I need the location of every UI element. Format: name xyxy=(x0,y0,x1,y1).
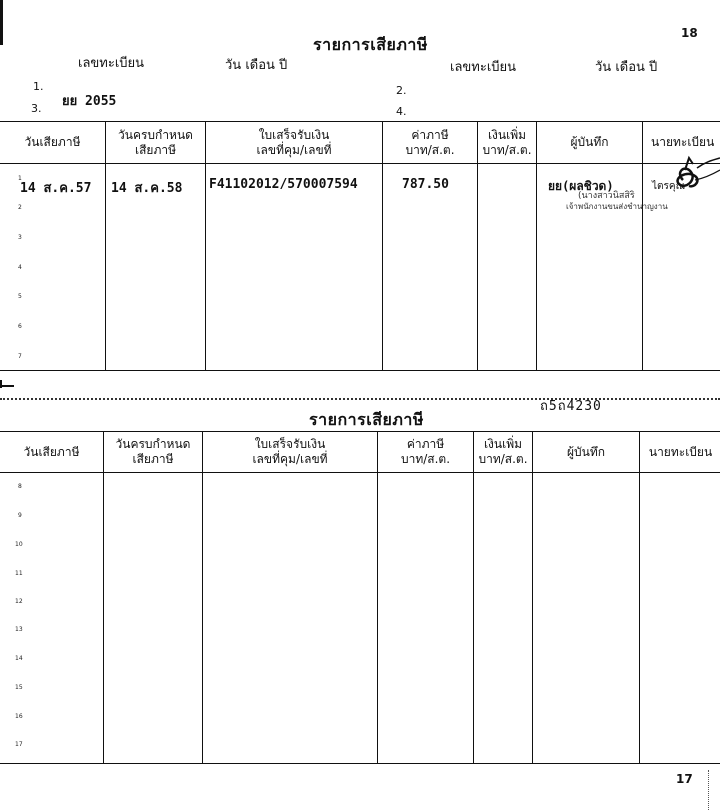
left-edge-tick xyxy=(0,380,2,388)
row-number-7: 7 xyxy=(18,353,22,360)
row-number-12: 12 xyxy=(15,598,23,605)
page-number-bottom: 17 xyxy=(676,772,693,786)
table-cell xyxy=(383,164,478,371)
row1-tax-date: 14 ส.ค.57 xyxy=(20,181,92,196)
row1-recorder: ยย(ผลชิวด) xyxy=(548,179,614,193)
row-number-5: 5 xyxy=(18,293,22,300)
table-cell xyxy=(378,473,474,764)
date-label-left: วัน เดือน ปี xyxy=(225,58,288,73)
col-header-registrar: นายทะเบียน xyxy=(640,432,720,473)
date-label-right: วัน เดือน ปี xyxy=(595,60,658,75)
entry-number-2: 2. xyxy=(396,84,407,97)
row1-recorder-stamp-line2: เจ้าพนักงานขนส่งชำนาญงาน xyxy=(566,202,668,211)
entry-number-1: 1. xyxy=(33,80,44,93)
table-cell xyxy=(206,164,383,371)
reg-no-label-right: เลขทะเบียน xyxy=(450,60,517,75)
col-header-tax-date: วันเสียภาษี xyxy=(0,432,104,473)
row-number-16: 16 xyxy=(15,713,23,720)
table-cell xyxy=(104,473,203,764)
col-header-recorder: ผู้บันทึก xyxy=(537,122,643,164)
reg-no-label-left: เลขทะเบียน xyxy=(78,56,145,71)
row1-due-date: 14 ส.ค.58 xyxy=(111,181,183,196)
row-number-17: 17 xyxy=(15,741,23,748)
row-number-10: 10 xyxy=(15,541,23,548)
signature-scribble xyxy=(655,150,720,205)
row-number-4: 4 xyxy=(18,264,22,271)
entry-number-4: 4. xyxy=(396,105,407,118)
row-number-8: 8 xyxy=(18,483,22,490)
entry-number-3: 3. xyxy=(31,102,42,115)
col-header-tax-date: วันเสียภาษี xyxy=(0,122,106,164)
row-number-3: 3 xyxy=(18,234,22,241)
col-header-due-date: วันครบกำหนด เสียภาษี xyxy=(104,432,203,473)
row-number-11: 11 xyxy=(15,570,23,577)
row-number-9: 9 xyxy=(18,512,22,519)
top-section-title: รายการเสียภาษี xyxy=(313,35,428,54)
row-number-6: 6 xyxy=(18,323,22,330)
left-edge-mark-bottom xyxy=(0,385,14,387)
left-edge-mark xyxy=(0,0,3,45)
col-header-surcharge: เงินเพิ่ม บาท/ส.ต. xyxy=(474,432,533,473)
top-tax-table xyxy=(0,121,720,371)
table-cell xyxy=(640,473,720,764)
col-header-recorder: ผู้บันทึก xyxy=(533,432,640,473)
table-cell xyxy=(533,473,640,764)
col-header-receipt: ใบเสร็จรับเงิน เลขที่คุม/เลขที่ xyxy=(206,122,383,164)
row-number-15: 15 xyxy=(15,684,23,691)
row-number-13: 13 xyxy=(15,626,23,633)
row1-tax-amount: 787.50 xyxy=(402,177,449,192)
col-header-receipt: ใบเสร็จรับเงิน เลขที่คุม/เลขที่ xyxy=(203,432,378,473)
row-number-1: 1 xyxy=(18,175,22,182)
col-header-surcharge: เงินเพิ่ม บาท/ส.ต. xyxy=(478,122,537,164)
table-cell xyxy=(474,473,533,764)
bottom-section-title: รายการเสียภาษี xyxy=(309,410,424,429)
row-number-14: 14 xyxy=(15,655,23,662)
table-cell xyxy=(203,473,378,764)
row1-recorder-stamp-line1: (นางสาวนิสสิริ xyxy=(578,191,635,201)
divider-serial-text: ถ5ถ4230 xyxy=(540,399,602,414)
row1-receipt-no: F41102012/570007594 xyxy=(209,177,358,192)
row1-registrar: ไตรคุณ xyxy=(652,181,685,192)
row-number-2: 2 xyxy=(18,204,22,211)
table-cell xyxy=(478,164,537,371)
col-header-tax-amount: ค่าภาษี บาท/ส.ต. xyxy=(383,122,478,164)
col-header-registrar: นายทะเบียน xyxy=(643,122,720,164)
entry-value-1: ยย 2055 xyxy=(62,94,117,109)
col-header-due-date: วันครบกำหนด เสียภาษี xyxy=(106,122,206,164)
bottom-tax-table xyxy=(0,431,720,764)
page-number-top: 18 xyxy=(681,26,698,40)
col-header-tax-amount: ค่าภาษี บาท/ส.ต. xyxy=(378,432,474,473)
tear-line xyxy=(0,398,720,400)
right-edge-dots xyxy=(708,770,710,810)
